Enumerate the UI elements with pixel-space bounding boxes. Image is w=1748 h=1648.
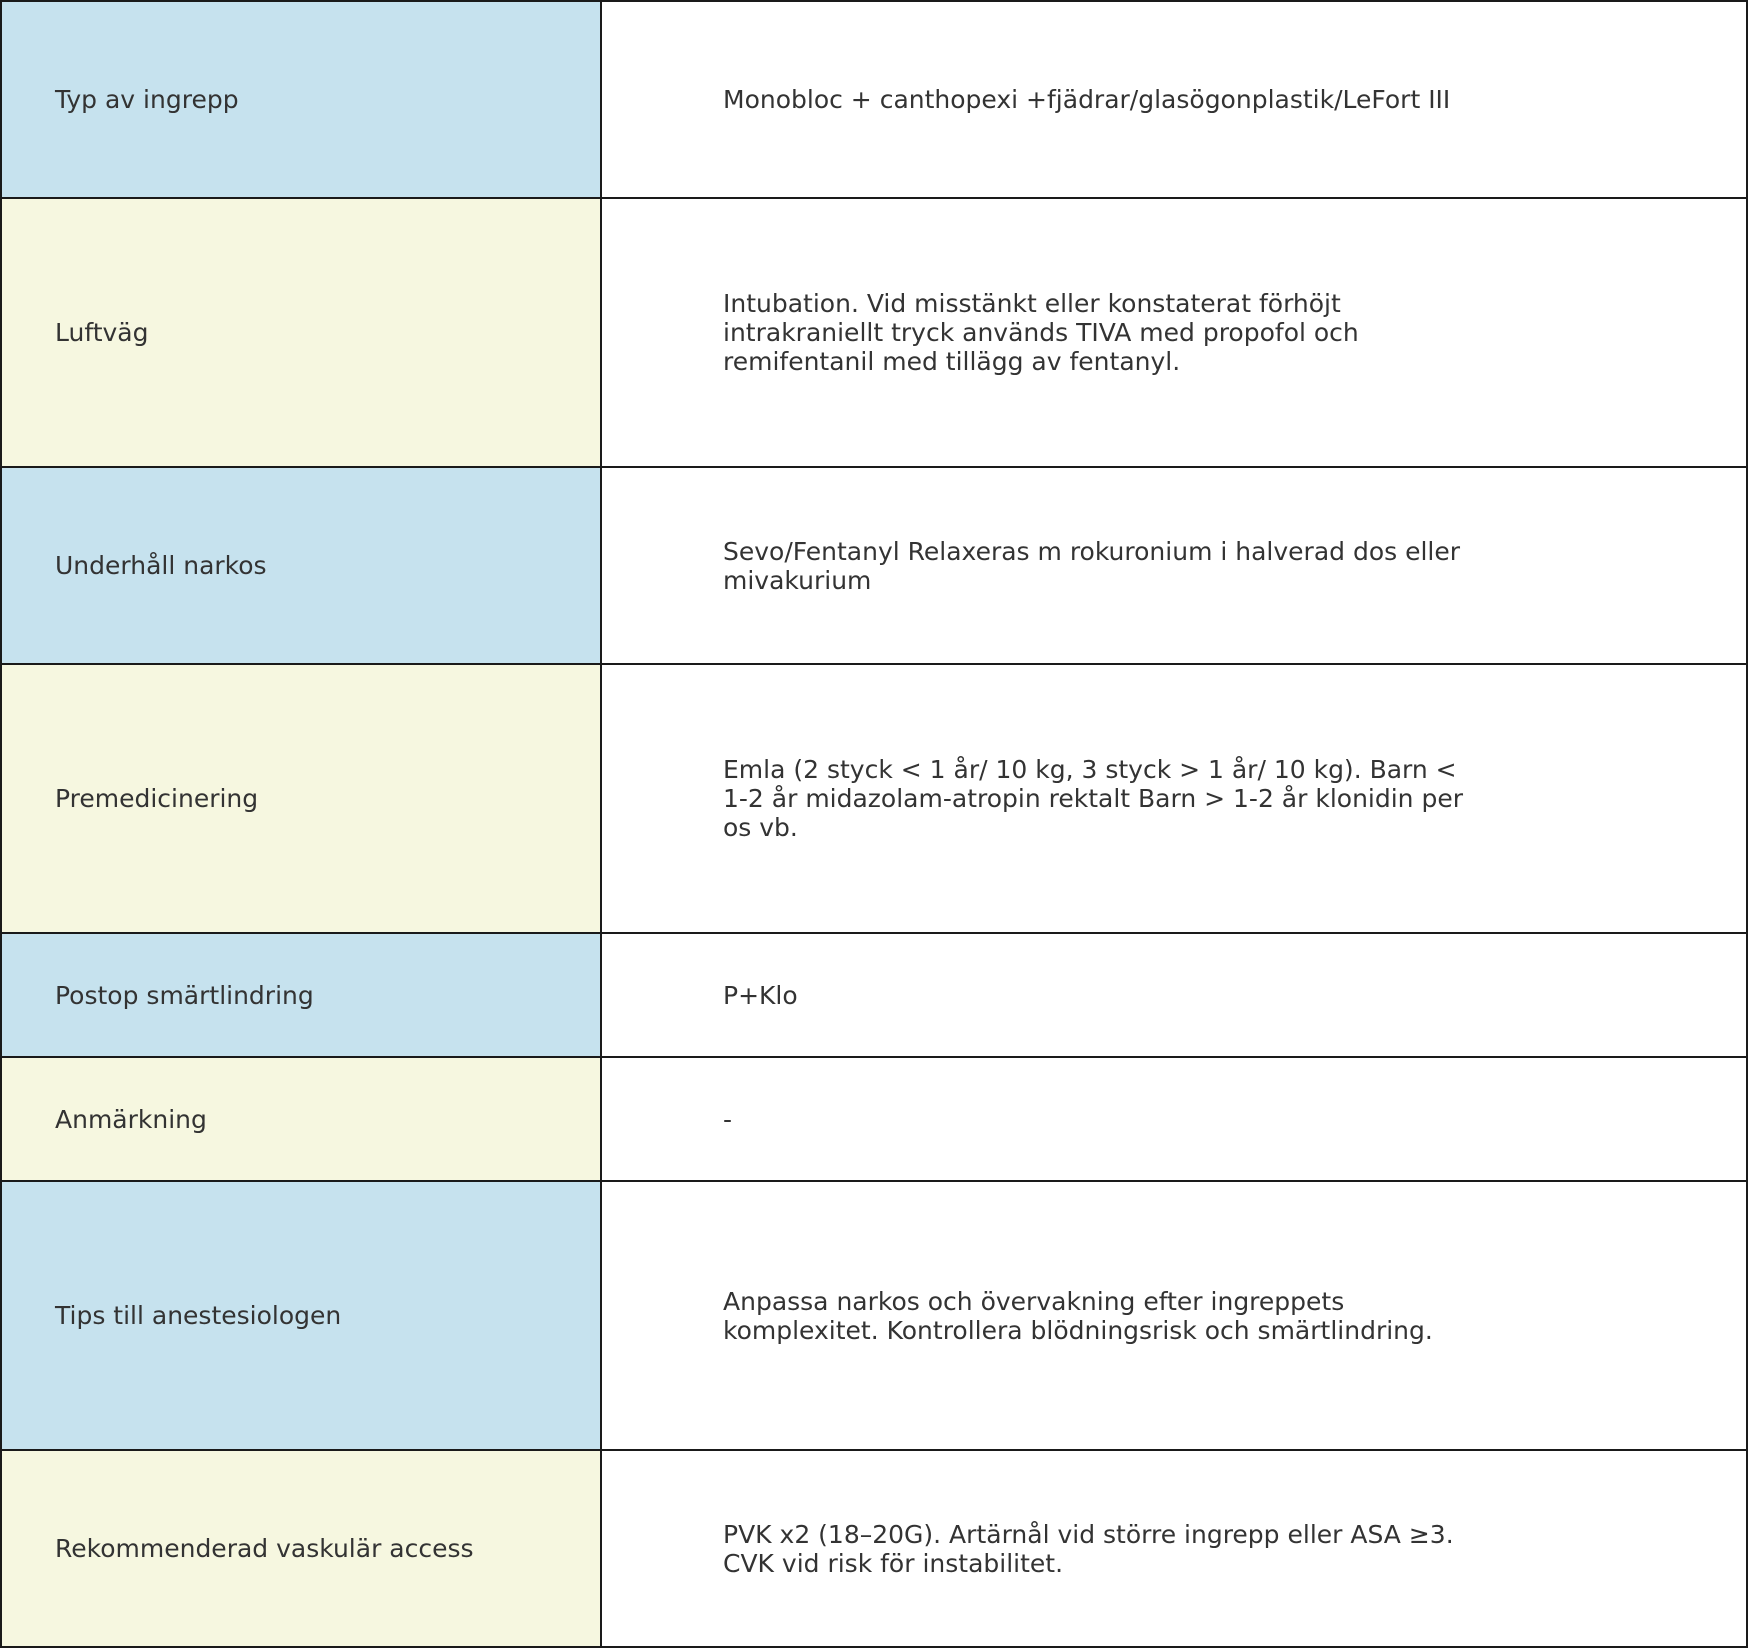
row-value: Emla (2 styck < 1 år/ 10 kg, 3 styck > 1 år/ 10 kg). Barn < 1-2 år midazolam-atropin rektalt Barn > 1-2 år klonidin per os vb. [723, 755, 1463, 842]
row-label: Typ av ingrepp [1, 1, 601, 198]
row-value-cell [601, 1057, 1747, 1181]
row-label: Premedicinering [1, 664, 601, 933]
row-value: P+Klo [723, 980, 798, 1010]
table-row [1, 467, 1747, 664]
row-value-cell [601, 1181, 1747, 1450]
row-value-cell [601, 198, 1747, 467]
row-label: Anmärkning [1, 1057, 601, 1181]
row-label: Underhåll narkos [1, 467, 601, 664]
row-value-cell [601, 1450, 1747, 1647]
row-label: Postop smärtlindring [1, 933, 601, 1057]
table-row [1, 1181, 1747, 1450]
row-value: Sevo/Fentanyl Relaxeras m rokuronium i halverad dos eller mivakurium [723, 536, 1461, 595]
row-value-cell [601, 467, 1747, 664]
row-label: Luftväg [1, 198, 601, 467]
row-label: Tips till anestesiologen [1, 1181, 601, 1450]
row-value-cell [601, 933, 1747, 1057]
table-row [1, 1, 1747, 198]
row-value: Intubation. Vid misstänkt eller konstaterat förhöjt intrakraniellt tryck används TIVA med propofol och remifentanil med tillägg av fentanyl. [723, 289, 1359, 376]
row-value: - [723, 1104, 733, 1134]
table-row [1, 933, 1747, 1057]
table-row [1, 664, 1747, 933]
row-value-cell [601, 1, 1747, 198]
table-row [1, 198, 1747, 467]
table-row [1, 1057, 1747, 1181]
table-row [1, 1450, 1747, 1647]
row-value: PVK x2 (18–20G). Artärnål vid större ingrepp eller ASA ≥3. CVK vid risk för instabilitet. [723, 1519, 1454, 1578]
row-value: Anpassa narkos och övervakning efter ingreppets komplexitet. Kontrollera blödningsrisk och smärtlindring. [723, 1286, 1433, 1345]
row-label: Rekommenderad vaskulär access [1, 1450, 601, 1647]
row-value-cell [601, 664, 1747, 933]
row-value: Monobloc + canthopexi +fjädrar/glasögonplastik/LeFort III [723, 85, 1451, 114]
